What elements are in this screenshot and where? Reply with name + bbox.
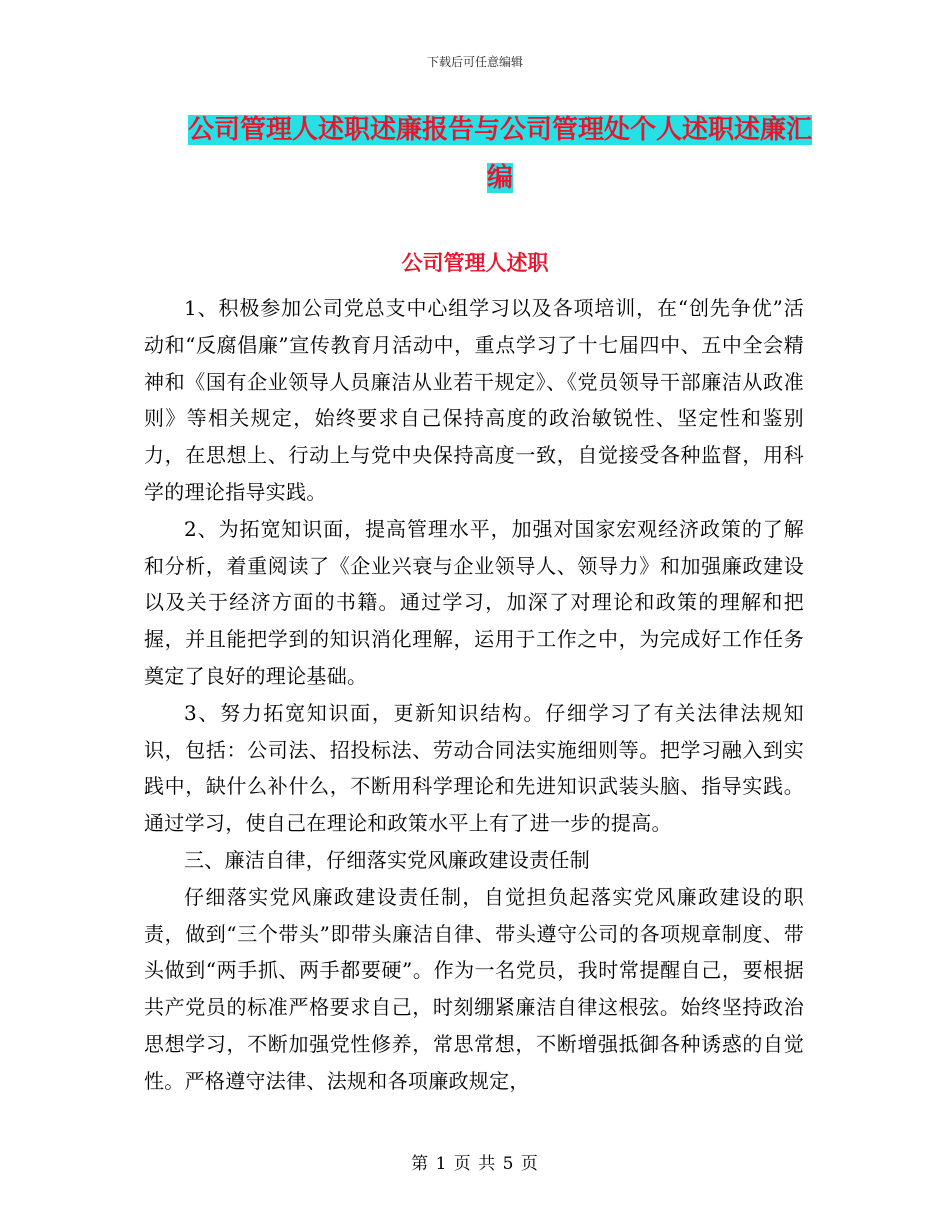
body-paragraph: 2、为拓宽知识面，提高管理水平，加强对国家宏观经济政策的了解和分析，着重阅读了《企业兴衰与企业领导人、领导力》和加强廉政建设以及关于经济方面的书籍。通过学习，加深了对理论和政策的理解和把握，并且能把学到的知识消化理解，运用于工作之中，为完成好工作任务奠定了良好的理论基础。: [144, 516, 804, 688]
document-title-text: 公司管理人述职述廉报告与公司管理处个人述职述廉汇编: [187, 115, 812, 193]
page-number: 第 1 页 共 5 页: [411, 1154, 539, 1174]
body-paragraph: 3、努力拓宽知识面，更新知识结构。仔细学习了有关法律法规知识，包括：公司法、招投标法、劳动合同法实施细则等。把学习融入到实践中，缺什么补什么，不断用科学理论和先进知识武装头脑、指导实践。通过学习，使自己在理论和政策水平上有了进一步的提高。: [144, 700, 804, 836]
body-subheading: 三、廉洁自律，仔细落实党风廉政建设责任制: [184, 847, 590, 872]
section-title: 公司管理人述职: [401, 251, 549, 275]
page-header-note: 下载后可任意编辑: [426, 55, 523, 69]
document-body: [144, 290, 804, 1100]
body-paragraph: 仔细落实党风廉政建设责任制，自觉担负起落实党风廉政建设的职责，做到“三个带头”即带头廉洁自律、带头遵守公司的各项规章制度、带头做到“两手抓、两手都要硬”。作为一名党员，我时常提醒自己，要根据共产党员的标准严格要求自己，时刻绷紧廉洁自律这根弦。始终坚持政治思想学习，不断加强党性修养，常思常想，不断增强抵御各种诱惑的自觉性。严格遵守法律、法规和各项廉政规定，: [144, 884, 804, 1093]
document-title: [180, 106, 820, 202]
body-paragraph: 1、积极参加公司党总支中心组学习以及各项培训，在“创先争优”活动和“反腐倡廉”宣传教育月活动中，重点学习了十七届四中、五中全会精神和《国有企业领导人员廉洁从业若干规定》、《党员领导干部廉洁从政准则》等相关规定，始终要求自己保持高度的政治敏锐性、坚定性和鉴别力，在思想上、行动上与党中央保持高度一致，自觉接受各种监督，用科学的理论指导实践。: [144, 296, 804, 504]
